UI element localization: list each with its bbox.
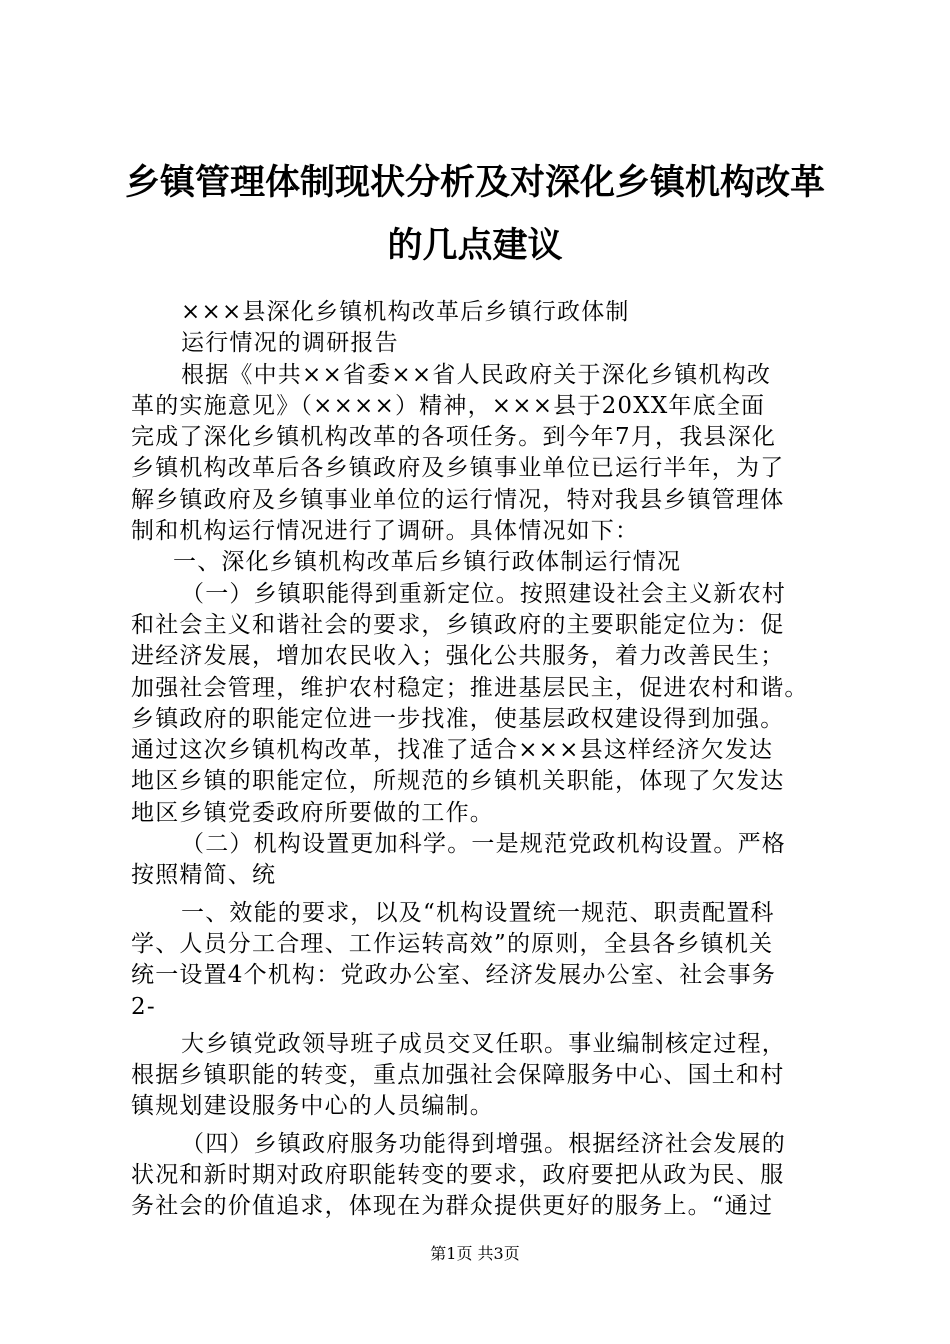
subtitle-line: 运行情况的调研报告 xyxy=(181,330,399,357)
page-marker: 2- xyxy=(131,993,156,1020)
paragraph-line: 统一设置4个机构：党政办公室、经济发展办公室、社会事务 xyxy=(131,962,777,989)
paragraph-line: 通过这次乡镇机构改革，找准了适合×××县这样经济欠发达 xyxy=(131,737,774,764)
paragraph-line: 加强社会管理，维护农村稳定；推进基层民主，促进农村和谐。 xyxy=(131,674,809,701)
document-body xyxy=(131,297,831,1223)
paragraph-line: 按照精简、统 xyxy=(131,862,277,889)
paragraph-line: 根据乡镇职能的转变，重点加强社会保障服务中心、国土和村 xyxy=(131,1062,785,1089)
paragraph-line: （四）乡镇政府服务功能得到增强。根据经济社会发展的 xyxy=(181,1130,786,1157)
paragraph-line: 镇规划建设服务中心的人员编制。 xyxy=(131,1093,494,1120)
paragraph-line: 进经济发展，增加农民收入；强化公共服务，着力改善民生； xyxy=(131,643,785,670)
paragraph-line: 乡镇机构改革后各乡镇政府及乡镇事业单位已运行半年，为了 xyxy=(131,455,785,482)
paragraph-line: 制和机构运行情况进行了调研。具体情况如下： xyxy=(131,518,640,545)
paragraph-line: （二）机构设置更加科学。一是规范党政机构设置。严格 xyxy=(181,831,786,858)
subtitle-line: ×××县深化乡镇机构改革后乡镇行政体制 xyxy=(181,299,630,325)
paragraph-line: 完成了深化乡镇机构改革的各项任务。到今年7月，我县深化 xyxy=(131,424,777,451)
paragraph-line: 大乡镇党政领导班子成员交叉任职。事业编制核定过程， xyxy=(181,1030,786,1057)
section-heading: 一、深化乡镇机构改革后乡镇行政体制运行情况 xyxy=(173,549,682,576)
paragraph-line: 解乡镇政府及乡镇事业单位的运行情况，特对我县乡镇管理体 xyxy=(131,486,785,513)
paragraph-line: 乡镇政府的职能定位进一步找准，使基层政权建设得到加强。 xyxy=(131,705,785,732)
paragraph-line: 和社会主义和谐社会的要求，乡镇政府的主要职能定位为：促 xyxy=(131,611,785,638)
paragraph-line: 状况和新时期对政府职能转变的要求，政府要把从政为民、服 xyxy=(131,1162,785,1189)
paragraph-line: 一、效能的要求，以及“机构设置统一规范、职责配置科 xyxy=(181,899,775,926)
paragraph-line: 根据《中共××省委××省人民政府关于深化乡镇机构改 xyxy=(181,361,772,388)
paragraph-line: 地区乡镇党委政府所要做的工作。 xyxy=(131,799,494,826)
paragraph-line: （一）乡镇职能得到重新定位。按照建设社会主义新农村 xyxy=(181,580,786,607)
paragraph-line: 学、人员分工合理、工作运转高效”的原则，全县各乡镇机关 xyxy=(131,930,774,957)
document-title-line-2: 的几点建议 xyxy=(387,226,563,266)
document-title-line-1: 乡镇管理体制现状分析及对深化乡镇机构改革 xyxy=(124,163,825,203)
paragraph-line: 地区乡镇的职能定位，所规范的乡镇机关职能，体现了欠发达 xyxy=(131,768,785,795)
paragraph-line: 务社会的价值追求，体现在为群众提供更好的服务上。“通过 xyxy=(131,1193,774,1220)
page-number-footer: 第1页 共3页 xyxy=(430,1244,520,1263)
paragraph-line: 革的实施意见》（××××）精神，×××县于20XX年底全面 xyxy=(131,392,766,419)
